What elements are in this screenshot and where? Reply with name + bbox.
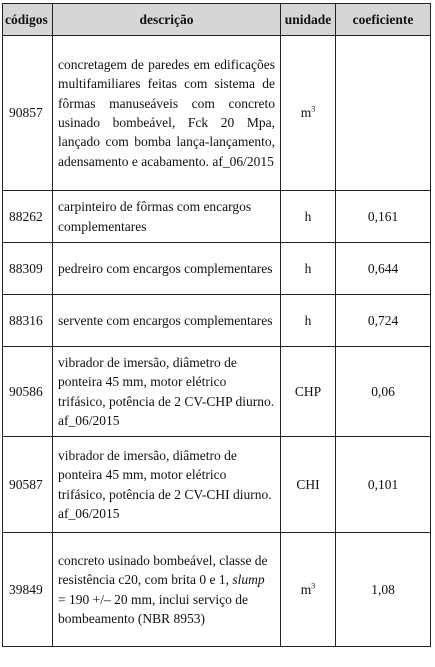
row-code: 88309	[3, 243, 53, 295]
row-description: pedreiro com encargos complementares	[53, 243, 281, 295]
header-codigos: códigos	[3, 4, 53, 36]
unit-base: CHI	[296, 476, 320, 492]
row-code: 39849	[3, 533, 53, 647]
row-unit	[281, 243, 336, 295]
row-description: concretagem de paredes em edificações multifamiliares feitas com sistema de fôrmas manuseáveis com concreto usinado bombeável, Fck 20 Mpa, lançado com bomba lança-lançamento, adensamento e acabamento. af_06/2015	[53, 36, 281, 191]
row-unit	[281, 191, 336, 243]
description-text: concreto usinado bombeável, classe de resistência c20, com brita 0 e 1,	[58, 552, 268, 588]
row-code: 90857	[3, 36, 53, 191]
row-code: 88262	[3, 191, 53, 243]
unit-superscript: 3	[311, 581, 316, 591]
row-coefficient	[336, 36, 431, 191]
composition-table	[2, 3, 431, 647]
table-row	[3, 191, 431, 243]
unit-base: CHP	[294, 383, 322, 399]
table-row	[3, 347, 431, 437]
unit-superscript: 3	[311, 104, 316, 114]
table-row	[3, 243, 431, 295]
row-description	[53, 533, 281, 647]
description-italic-term: slump	[232, 572, 265, 588]
row-coefficient: 0,161	[336, 191, 431, 243]
unit-base: h	[304, 312, 312, 328]
table-row	[3, 36, 431, 191]
row-unit	[281, 36, 336, 191]
row-description: vibrador de imersão, diâmetro de ponteira 45 mm, motor elétrico trifásico, potência de 2 CV-CHP diurno. af_06/2015	[53, 347, 281, 437]
unit-base: m	[300, 105, 312, 121]
table-row	[3, 437, 431, 533]
unit-base: m	[300, 581, 312, 597]
row-unit	[281, 295, 336, 347]
row-coefficient: 0,06	[336, 347, 431, 437]
header-unidade: unidade	[281, 4, 336, 36]
table-row	[3, 295, 431, 347]
table-row	[3, 533, 431, 647]
row-unit	[281, 437, 336, 533]
row-unit	[281, 347, 336, 437]
row-coefficient: 0,101	[336, 437, 431, 533]
row-code: 90587	[3, 437, 53, 533]
row-code: 88316	[3, 295, 53, 347]
row-unit	[281, 533, 336, 647]
row-description: carpinteiro de fôrmas com encargos complementares	[53, 191, 281, 243]
row-code: 90586	[3, 347, 53, 437]
table-header-row	[3, 4, 431, 36]
description-text: = 190 +/– 20 mm, inclui serviço de bombeamento (NBR 8953)	[58, 591, 248, 626]
header-descricao: descrição	[53, 4, 281, 36]
unit-base: h	[304, 260, 312, 276]
row-description: servente com encargos complementares	[53, 295, 281, 347]
row-coefficient: 0,644	[336, 243, 431, 295]
row-coefficient: 0,724	[336, 295, 431, 347]
header-coeficiente: coeficiente	[336, 4, 431, 36]
unit-base: h	[304, 208, 312, 224]
row-coefficient: 1,08	[336, 533, 431, 647]
row-description: vibrador de imersão, diâmetro de ponteira 45 mm, motor elétrico trifásico, potência de 2 CV-CHI diurno. af_06/2015	[53, 437, 281, 533]
